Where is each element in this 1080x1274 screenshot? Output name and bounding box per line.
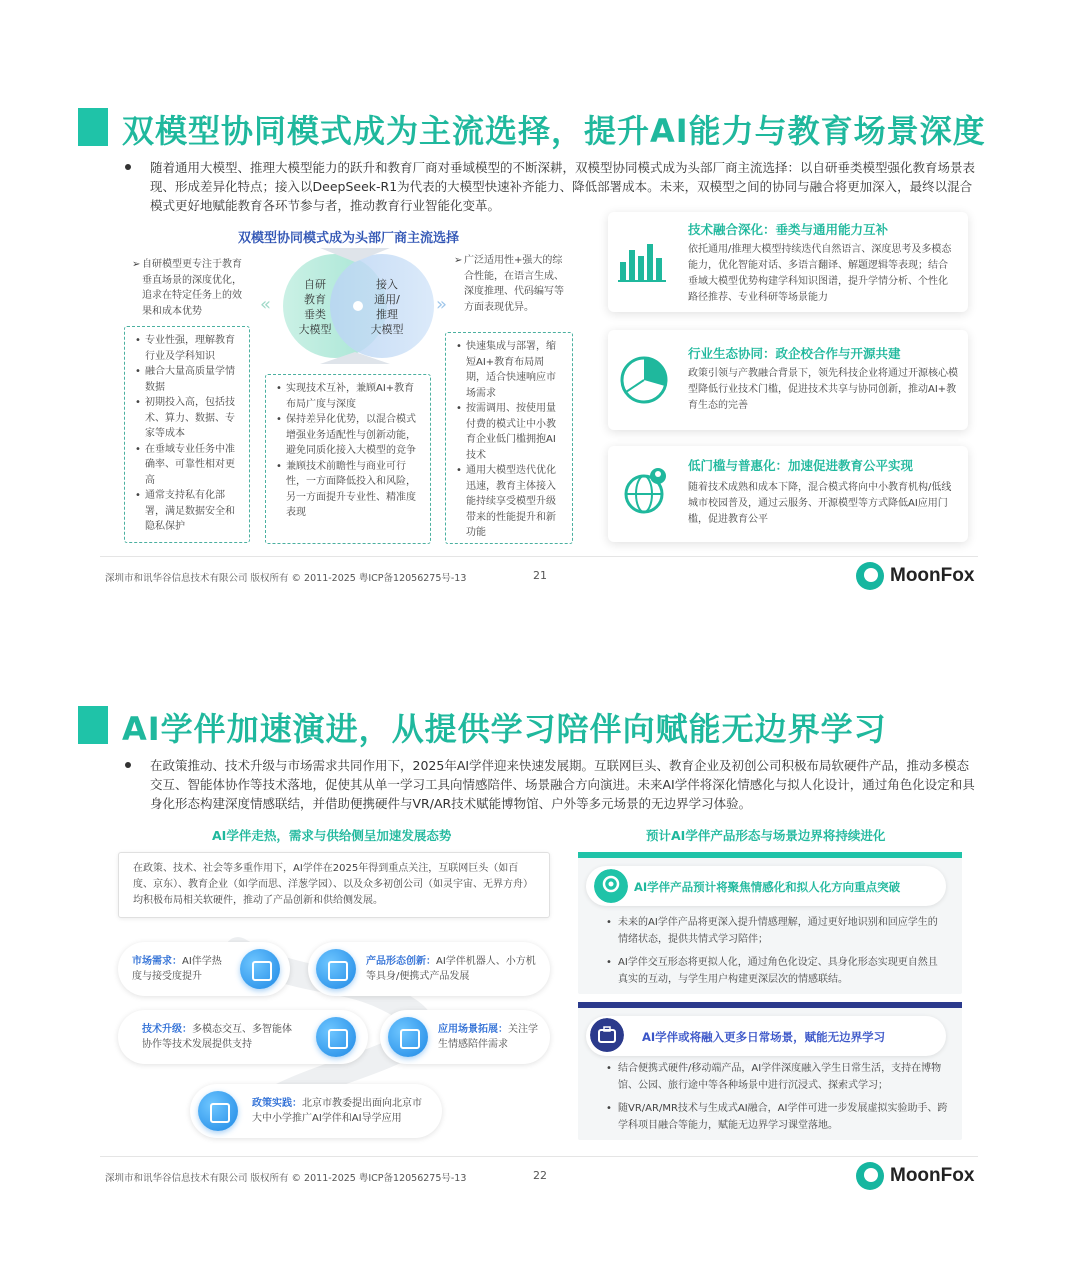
- double-chevron-left-icon: «: [260, 294, 272, 315]
- right-features-box: [445, 332, 573, 544]
- list-item: • 未来的AI学伴产品将更深入提升情感理解，通过更好地识别和回应学生的情绪状态，提供共情式学习陪伴；: [606, 914, 946, 948]
- panel-bullets: [606, 914, 946, 994]
- list-item: • 初期投入高，包括技术、算力、数据、专家等成本: [135, 395, 239, 442]
- left-model-desc: ➢ 自研模型更专注于教育垂直场景的深度优化，追求在特定任务上的效果和成本优势: [132, 259, 242, 317]
- circle-general-model-label: 接入 通用/ 推理 大模型: [370, 278, 404, 336]
- page-number: 21: [533, 569, 547, 582]
- intro-text: 随着通用大模型、推理大模型能力的跃升和教育厂商对垂域模型的不断深耕，双模型协同模式成为头部厂商主流选择：以自研垂类模型强化教育场景表现、形成差异化特点；接入以DeepSeek-R1为代表的大模型快速补齐能力、降低部署成本。未来，双模型之间的协同与融合将更加深入，最终以混合模式更好地赋能教育各环节参与者，推动教育行业智能化变革。: [150, 160, 976, 213]
- card-body: 政策引领与产教融合背景下，领先科技企业将通过开源核心模型降低行业技术门槛，促进技术共享与协同创新，推动AI+教育生态的完善: [688, 368, 958, 411]
- bullet-dot-icon: [125, 164, 131, 170]
- card-title: 行业生态协同：政企校合作与开源共建: [688, 346, 901, 361]
- moonfox-logo: MoonFox: [856, 562, 974, 590]
- diagram-title: 双模型协同模式成为头部厂商主流选择: [238, 231, 460, 246]
- panel-bullets: [606, 1060, 950, 1140]
- double-chevron-right-icon: »: [436, 294, 448, 315]
- list-item: • 保持差异化优势，以混合模式增强业务适配性与创新动能，避免同质化接入大模型的竞争: [276, 412, 420, 459]
- bullet-dot-icon: [125, 762, 131, 768]
- intro-paragraph: [128, 158, 978, 215]
- right-section-title: 预计AI学伴产品形态与场景边界将持续进化: [646, 828, 886, 843]
- footer-copyright: 深圳市和讯华谷信息技术有限公司 版权所有 © 2011-2025 粤ICP备12056275号-13: [105, 1173, 467, 1184]
- footer-copyright: 深圳市和讯华谷信息技术有限公司 版权所有 © 2011-2025 粤ICP备12056275号-13: [105, 573, 467, 584]
- building-icon: [198, 1091, 238, 1131]
- footer-divider: [100, 556, 978, 557]
- title-accent-bar: [78, 108, 108, 146]
- panel-heading: AI学伴或将融入更多日常场景，赋能无边界学习: [642, 1030, 886, 1044]
- page-number: 22: [533, 1169, 547, 1182]
- list-item: • 结合便携式硬件/移动端产品，AI学伴深度融入学生日常生活，支持在博物馆、公园、旅行途中等各种场景中进行沉浸式、探索式学习；: [606, 1060, 950, 1094]
- list-item: • 在垂域专业任务中准确率、可靠性相对更高: [135, 442, 239, 489]
- footer-divider: [100, 1156, 978, 1157]
- intro-text: 在政策推动、技术升级与市场需求共同作用下，2025年AI学伴迎来快速发展期。互联网巨头、教育企业及初创公司积极布局软硬件产品，推动多模态交互、智能体协作等技术落地，促使其从单一学习工具向情感陪伴、场景融合方向演进。未来AI学伴将深化情感化与拟人化设计，通过角色化设定和具身化形态构建深度情感联结，并借助便携硬件与VR/AR技术赋能博物馆、户外等多元场景的无边界学习体验。: [150, 758, 975, 811]
- list-item: • AI学伴交互形态将更拟人化，通过角色化设定、具身化形态实现更自然且真实的互动，与学生用户构建更深层次的情感联结。: [606, 954, 946, 988]
- left-section-title: AI学伴走热，需求与供给侧呈加速发展态势: [212, 828, 452, 843]
- pie-chart-icon: [618, 354, 670, 406]
- location-pin-icon: [594, 869, 628, 903]
- list-item: • 兼顾技术前瞻性与商业可行性，一方面降低投入和风险，另一方面提升专业性、精准度表现: [276, 459, 420, 521]
- list-item: • 快速集成与部署，缩短AI+教育布局周期，适合快速响应市场需求: [456, 339, 562, 401]
- slide-title: 双模型协同模式成为主流选择，提升AI能力与教育场景深度: [122, 112, 986, 150]
- card-ecosystem: [608, 330, 968, 430]
- card-body: 依托通用/推理大模型持续迭代自然语言、深度思考及多模态能力，优化智能对话、多语言翻译、解题逻辑等表现；结合垂域大模型优势构建学科知识图谱，提升学情分析、个性化路径推荐、专业科研等场景能力: [688, 244, 952, 303]
- triangle-right-icon: ➢: [132, 259, 141, 270]
- slide-21: [0, 0, 1080, 600]
- middle-features-box: [265, 374, 431, 544]
- list-item: • 按需调用、按使用量付费的模式让中小教育企业低门槛拥抱AI技术: [456, 401, 562, 463]
- moonfox-logo: MoonFox: [856, 1162, 974, 1190]
- list-item: • 通常支持私有化部署，满足数据安全和隐私保护: [135, 488, 239, 535]
- list-item: • 融合大量高质量学情数据: [135, 364, 239, 395]
- left-features-box: [124, 326, 250, 543]
- globe-user-icon: [620, 464, 672, 516]
- supply-demand-box: 在政策、技术、社会等多重作用下，AI学伴在2025年得到重点关注，互联网巨头（如百度、京东）、教育企业（如学而思、洋葱学园）、以及众多初创公司（如灵宇宙、无界方舟）均积极布局相关软硬件，推动了产品创新和供给侧发展。: [118, 852, 550, 918]
- card-title: 低门槛与普惠化：加速促进教育公平实现: [688, 458, 914, 473]
- panel-emotional: [578, 852, 962, 994]
- pill-product-form: 产品形态创新：AI学伴机器人、小方机等具身/便携式产品发展: [308, 942, 550, 996]
- panel-scenarios: [578, 1002, 962, 1140]
- card-inclusion: [608, 446, 968, 542]
- moonfox-logo-icon: [856, 562, 884, 590]
- circle-self-model-label: 自研 教育 垂类 大模型: [298, 278, 332, 336]
- product-icon: [316, 949, 356, 989]
- title-accent-bar: [78, 706, 108, 744]
- network-icon: [316, 1017, 356, 1057]
- panel-heading: AI学伴产品预计将聚焦情感化和拟人化方向重点突破: [634, 880, 901, 894]
- pill-tech-upgrade: 技术升级：多模态交互、多智能体协作等技术发展提供支持: [118, 1010, 368, 1064]
- list-item: • 通用大模型迭代优化迅速，教育主体接入能持续享受模型升级带来的性能提升和新功能: [456, 463, 562, 541]
- slide-22: [0, 600, 1080, 1274]
- slide-title: AI学伴加速演进，从提供学习陪伴向赋能无边界学习: [122, 710, 887, 748]
- pill-policy-practice: 政策实践：北京市教委提出面向北京市大中小学推广AI学伴和AI导学应用: [190, 1084, 442, 1138]
- briefcase-icon: [590, 1018, 624, 1052]
- moonfox-logo-icon: [856, 1162, 884, 1190]
- card-tech-fusion: [608, 212, 968, 312]
- list-item: • 实现技术互补，兼顾AI+教育布局广度与深度: [276, 381, 420, 412]
- right-model-desc: ➢ 广泛适用性+强大的综合性能，在语言生成、深度推理、代码编写等方面表现优异。: [454, 255, 564, 313]
- pill-market-demand: 市场需求：AI伴学热度与接受度提升: [118, 942, 290, 996]
- intro-paragraph: [128, 756, 978, 813]
- bar-chart-icon: [616, 234, 668, 286]
- pill-scenario-expansion: 应用场景拓展：关注学生情感陪伴需求: [380, 1010, 550, 1064]
- user-heart-icon: [388, 1017, 428, 1057]
- triangle-right-icon: ➢: [454, 255, 463, 266]
- card-body: 随着技术成熟和成本下降，混合模式将向中小教育机构/低线城市校园普及，通过云服务、开源模型等方式降低AI应用门槛，促进教育公平: [688, 482, 952, 525]
- list-item: • 专业性强，理解教育行业及学科知识: [135, 333, 239, 364]
- card-title: 技术融合深化：垂类与通用能力互补: [688, 222, 889, 237]
- cloud-icon: [240, 949, 280, 989]
- list-item: • 随VR/AR/MR技术与生成式AI融合，AI学伴可进一步发展虚拟实验助手、跨学科项目融合等能力，赋能无边界学习课堂落地。: [606, 1100, 950, 1134]
